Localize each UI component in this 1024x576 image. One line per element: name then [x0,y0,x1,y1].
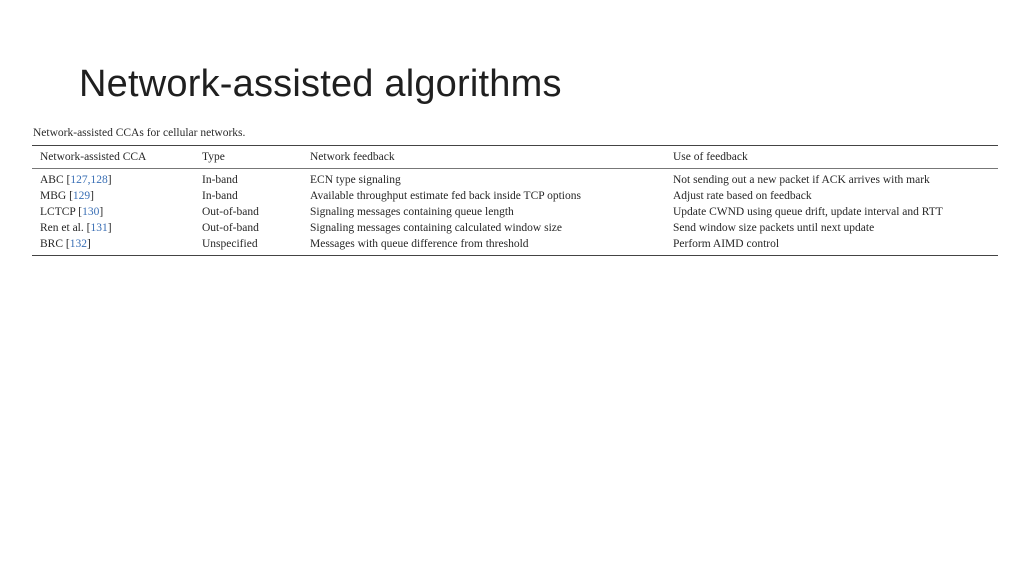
cell-network-feedback: Available throughput estimate fed back inside TCP options [310,190,581,202]
table-row [32,220,998,236]
table-row [32,204,998,220]
cell-use-of-feedback: Perform AIMD control [673,238,780,250]
cell-type: Out-of-band [202,206,259,218]
cell-use-of-feedback: Adjust rate based on feedback [673,190,812,202]
citation-link[interactable]: 131 [90,222,108,234]
cca-name: LCTCP [40,206,76,218]
citation-link[interactable]: 130 [82,206,100,218]
table-row [32,188,998,204]
header-type: Type [202,151,225,163]
cell-use-of-feedback: Update CWND using queue drift, update interval and RTT [673,206,943,218]
cell-network-feedback: Signaling messages containing calculated window size [310,222,562,234]
citation-link[interactable]: 132 [69,238,87,250]
cell-cca: BRC [132] [40,238,91,250]
cca-name: BRC [40,238,64,250]
table-row [32,169,998,189]
table-row [32,236,998,256]
slide-title: Network-assisted algorithms [79,63,562,105]
cca-table-container [32,126,998,256]
cell-cca: LCTCP [130] [40,206,104,218]
cell-network-feedback: Messages with queue difference from threshold [310,238,529,250]
cca-name: Ren et al. [40,222,84,234]
cell-use-of-feedback: Not sending out a new packet if ACK arrives with mark [673,174,930,186]
cca-table [32,145,998,256]
cell-type: In-band [202,174,238,186]
table-header-row [32,146,998,169]
citation-link[interactable]: 127,128 [70,174,108,186]
cell-type: Out-of-band [202,222,259,234]
cca-name: ABC [40,174,64,186]
cell-network-feedback: ECN type signaling [310,174,401,186]
header-use-of-feedback: Use of feedback [673,151,748,163]
header-network-feedback: Network feedback [310,151,395,163]
cell-cca: ABC [127,128] [40,174,112,186]
citation-link[interactable]: 129 [72,190,91,202]
cca-name: MBG [40,190,67,202]
cell-use-of-feedback: Send window size packets until next update [673,222,875,234]
table-caption: Network-assisted CCAs for cellular networks. [33,127,246,139]
cell-cca: Ren et al. [131] [40,222,112,234]
cell-type: In-band [202,190,238,202]
header-cca: Network-assisted CCA [40,151,147,163]
cell-type: Unspecified [202,238,258,250]
cell-cca: MBG [129] [40,190,95,202]
cell-network-feedback: Signaling messages containing queue length [310,206,514,218]
